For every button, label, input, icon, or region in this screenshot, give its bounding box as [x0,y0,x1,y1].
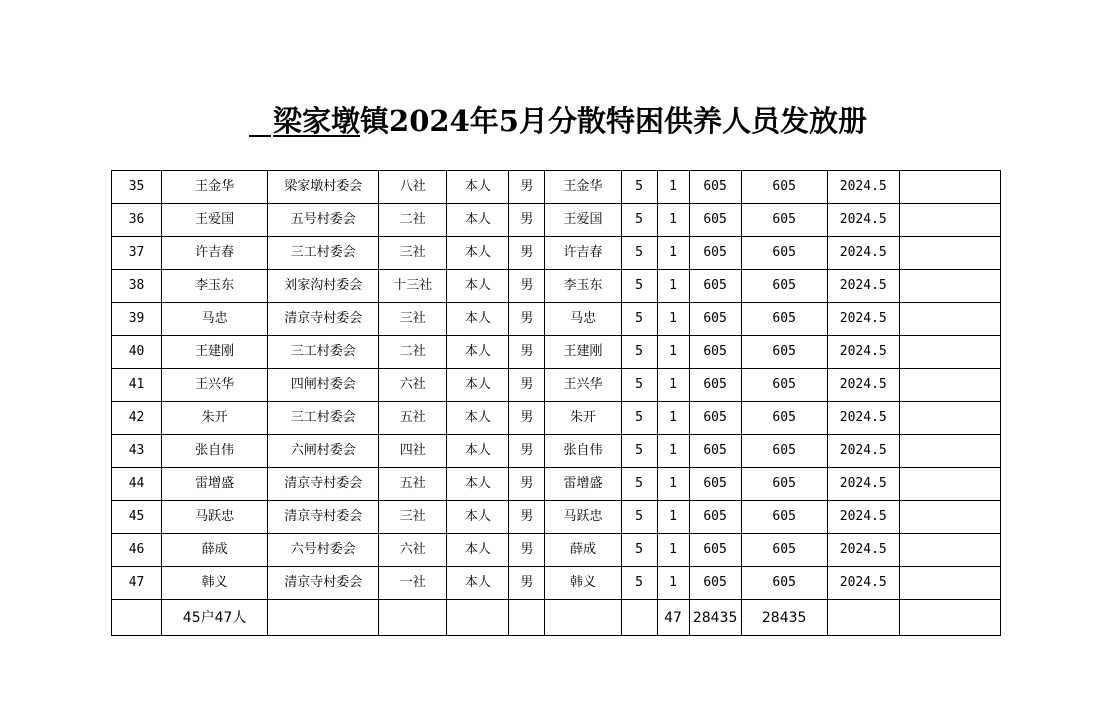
amount-cell: 605 [741,369,827,402]
remark-cell [899,468,1000,501]
amount-cell: 605 [741,204,827,237]
table-row [112,270,1001,303]
village-cell: 三工村委会 [268,336,379,369]
total-remark-cell [899,600,1000,636]
amount-cell: 605 [741,402,827,435]
count-cell: 1 [657,204,689,237]
remark-cell [899,336,1000,369]
table-row [112,303,1001,336]
gender-cell: 男 [509,171,545,204]
gender-cell: 男 [509,468,545,501]
level-cell: 5 [621,237,657,270]
level-cell: 5 [621,270,657,303]
name-cell: 李玉东 [162,270,268,303]
count-cell: 1 [657,534,689,567]
distribution-table [111,170,1001,636]
name-cell: 许吉春 [162,237,268,270]
relation-cell: 本人 [447,501,509,534]
group-cell: 三社 [379,501,447,534]
row-number: 35 [112,171,162,204]
village-cell: 五号村委会 [268,204,379,237]
recipient-cell: 雷增盛 [545,468,621,501]
count-cell: 1 [657,237,689,270]
level-cell: 5 [621,171,657,204]
group-cell: 十三社 [379,270,447,303]
level-cell: 5 [621,567,657,600]
remark-cell [899,402,1000,435]
count-cell: 1 [657,567,689,600]
date-cell: 2024.5 [827,567,899,600]
table-row [112,435,1001,468]
gender-cell: 男 [509,336,545,369]
total-village-cell [268,600,379,636]
row-number: 41 [112,369,162,402]
group-cell: 二社 [379,204,447,237]
row-number: 38 [112,270,162,303]
level-cell: 5 [621,369,657,402]
group-cell: 二社 [379,336,447,369]
recipient-cell: 马忠 [545,303,621,336]
recipient-cell: 朱开 [545,402,621,435]
standard-cell: 605 [689,534,741,567]
date-cell: 2024.5 [827,303,899,336]
recipient-cell: 张自伟 [545,435,621,468]
standard-cell: 605 [689,567,741,600]
total-group-cell [379,600,447,636]
group-cell: 五社 [379,468,447,501]
amount-cell: 605 [741,501,827,534]
standard-cell: 605 [689,303,741,336]
amount-cell: 605 [741,270,827,303]
date-cell: 2024.5 [827,435,899,468]
row-number: 40 [112,336,162,369]
row-number: 46 [112,534,162,567]
gender-cell: 男 [509,237,545,270]
gender-cell: 男 [509,303,545,336]
recipient-cell: 许吉春 [545,237,621,270]
date-cell: 2024.5 [827,237,899,270]
village-cell: 清京寺村委会 [268,501,379,534]
table-row [112,534,1001,567]
count-cell: 1 [657,369,689,402]
relation-cell: 本人 [447,270,509,303]
table-row [112,501,1001,534]
table-row [112,171,1001,204]
count-cell: 1 [657,171,689,204]
relation-cell: 本人 [447,369,509,402]
group-cell: 一社 [379,567,447,600]
name-cell: 韩义 [162,567,268,600]
relation-cell: 本人 [447,303,509,336]
gender-cell: 男 [509,501,545,534]
level-cell: 5 [621,501,657,534]
remark-cell [899,369,1000,402]
amount-cell: 605 [741,336,827,369]
standard-cell: 605 [689,237,741,270]
amount-cell: 605 [741,303,827,336]
date-cell: 2024.5 [827,468,899,501]
gender-cell: 男 [509,270,545,303]
name-cell: 王兴华 [162,369,268,402]
total-recipient-cell [545,600,621,636]
relation-cell: 本人 [447,402,509,435]
total-households-people: 45户47人 [162,600,268,636]
relation-cell: 本人 [447,204,509,237]
total-relation-cell [447,600,509,636]
village-cell: 三工村委会 [268,402,379,435]
level-cell: 5 [621,402,657,435]
table-row [112,336,1001,369]
gender-cell: 男 [509,402,545,435]
remark-cell [899,435,1000,468]
recipient-cell: 王建刚 [545,336,621,369]
name-cell: 张自伟 [162,435,268,468]
name-cell: 朱开 [162,402,268,435]
count-cell: 1 [657,303,689,336]
standard-cell: 605 [689,435,741,468]
group-cell: 六社 [379,534,447,567]
level-cell: 5 [621,204,657,237]
table-row [112,402,1001,435]
relation-cell: 本人 [447,567,509,600]
gender-cell: 男 [509,567,545,600]
row-number: 39 [112,303,162,336]
table-row [112,237,1001,270]
level-cell: 5 [621,534,657,567]
remark-cell [899,303,1000,336]
date-cell: 2024.5 [827,501,899,534]
remark-cell [899,270,1000,303]
group-cell: 八社 [379,171,447,204]
amount-cell: 605 [741,171,827,204]
gender-cell: 男 [509,369,545,402]
row-number: 47 [112,567,162,600]
amount-cell: 605 [741,468,827,501]
count-cell: 1 [657,501,689,534]
date-cell: 2024.5 [827,336,899,369]
remark-cell [899,171,1000,204]
document-title [0,103,1116,139]
date-cell: 2024.5 [827,534,899,567]
amount-cell: 605 [741,567,827,600]
group-cell: 四社 [379,435,447,468]
amount-cell: 605 [741,435,827,468]
group-cell: 三社 [379,303,447,336]
standard-cell: 605 [689,369,741,402]
remark-cell [899,501,1000,534]
count-cell: 1 [657,270,689,303]
gender-cell: 男 [509,204,545,237]
village-cell: 清京寺村委会 [268,468,379,501]
table-body [112,171,1001,600]
name-cell: 马跃忠 [162,501,268,534]
standard-cell: 605 [689,270,741,303]
date-cell: 2024.5 [827,204,899,237]
gender-cell: 男 [509,534,545,567]
name-cell: 薛成 [162,534,268,567]
recipient-cell: 韩义 [545,567,621,600]
level-cell: 5 [621,336,657,369]
recipient-cell: 李玉东 [545,270,621,303]
standard-cell: 605 [689,501,741,534]
level-cell: 5 [621,303,657,336]
table-row [112,204,1001,237]
village-cell: 三工村委会 [268,237,379,270]
village-cell: 六号村委会 [268,534,379,567]
total-row [112,600,1001,636]
name-cell: 雷增盛 [162,468,268,501]
title-blank-underline [249,107,271,137]
standard-cell: 605 [689,336,741,369]
remark-cell [899,237,1000,270]
count-cell: 1 [657,402,689,435]
row-number: 45 [112,501,162,534]
date-cell: 2024.5 [827,270,899,303]
table-row [112,369,1001,402]
group-cell: 三社 [379,237,447,270]
amount-cell: 605 [741,237,827,270]
title-text: 镇2024年5月分散特困供养人员发放册 [360,104,867,138]
row-number: 44 [112,468,162,501]
relation-cell: 本人 [447,336,509,369]
count-cell: 1 [657,468,689,501]
total-level-cell [621,600,657,636]
village-cell: 梁家墩村委会 [268,171,379,204]
total-amount: 28435 [741,600,827,636]
name-cell: 马忠 [162,303,268,336]
row-number: 43 [112,435,162,468]
relation-cell: 本人 [447,534,509,567]
standard-cell: 605 [689,204,741,237]
standard-cell: 605 [689,468,741,501]
total-standard: 28435 [689,600,741,636]
recipient-cell: 王金华 [545,171,621,204]
relation-cell: 本人 [447,468,509,501]
recipient-cell: 马跃忠 [545,501,621,534]
village-cell: 六闸村委会 [268,435,379,468]
date-cell: 2024.5 [827,369,899,402]
title-town: 梁家墩 [273,104,361,138]
level-cell: 5 [621,468,657,501]
relation-cell: 本人 [447,435,509,468]
village-cell: 刘家沟村委会 [268,270,379,303]
count-cell: 1 [657,336,689,369]
row-number: 42 [112,402,162,435]
total-gender-cell [509,600,545,636]
remark-cell [899,534,1000,567]
remark-cell [899,204,1000,237]
relation-cell: 本人 [447,237,509,270]
name-cell: 王建刚 [162,336,268,369]
relation-cell: 本人 [447,171,509,204]
group-cell: 六社 [379,369,447,402]
standard-cell: 605 [689,171,741,204]
recipient-cell: 薛成 [545,534,621,567]
recipient-cell: 王兴华 [545,369,621,402]
village-cell: 清京寺村委会 [268,567,379,600]
row-number: 37 [112,237,162,270]
table-row [112,567,1001,600]
name-cell: 王金华 [162,171,268,204]
group-cell: 五社 [379,402,447,435]
village-cell: 清京寺村委会 [268,303,379,336]
total-date-cell [827,600,899,636]
date-cell: 2024.5 [827,171,899,204]
date-cell: 2024.5 [827,402,899,435]
name-cell: 王爱国 [162,204,268,237]
row-number: 36 [112,204,162,237]
remark-cell [899,567,1000,600]
level-cell: 5 [621,435,657,468]
table-row [112,468,1001,501]
amount-cell: 605 [741,534,827,567]
total-no-cell [112,600,162,636]
village-cell: 四闸村委会 [268,369,379,402]
gender-cell: 男 [509,435,545,468]
standard-cell: 605 [689,402,741,435]
total-count: 47 [657,600,689,636]
count-cell: 1 [657,435,689,468]
recipient-cell: 王爱国 [545,204,621,237]
